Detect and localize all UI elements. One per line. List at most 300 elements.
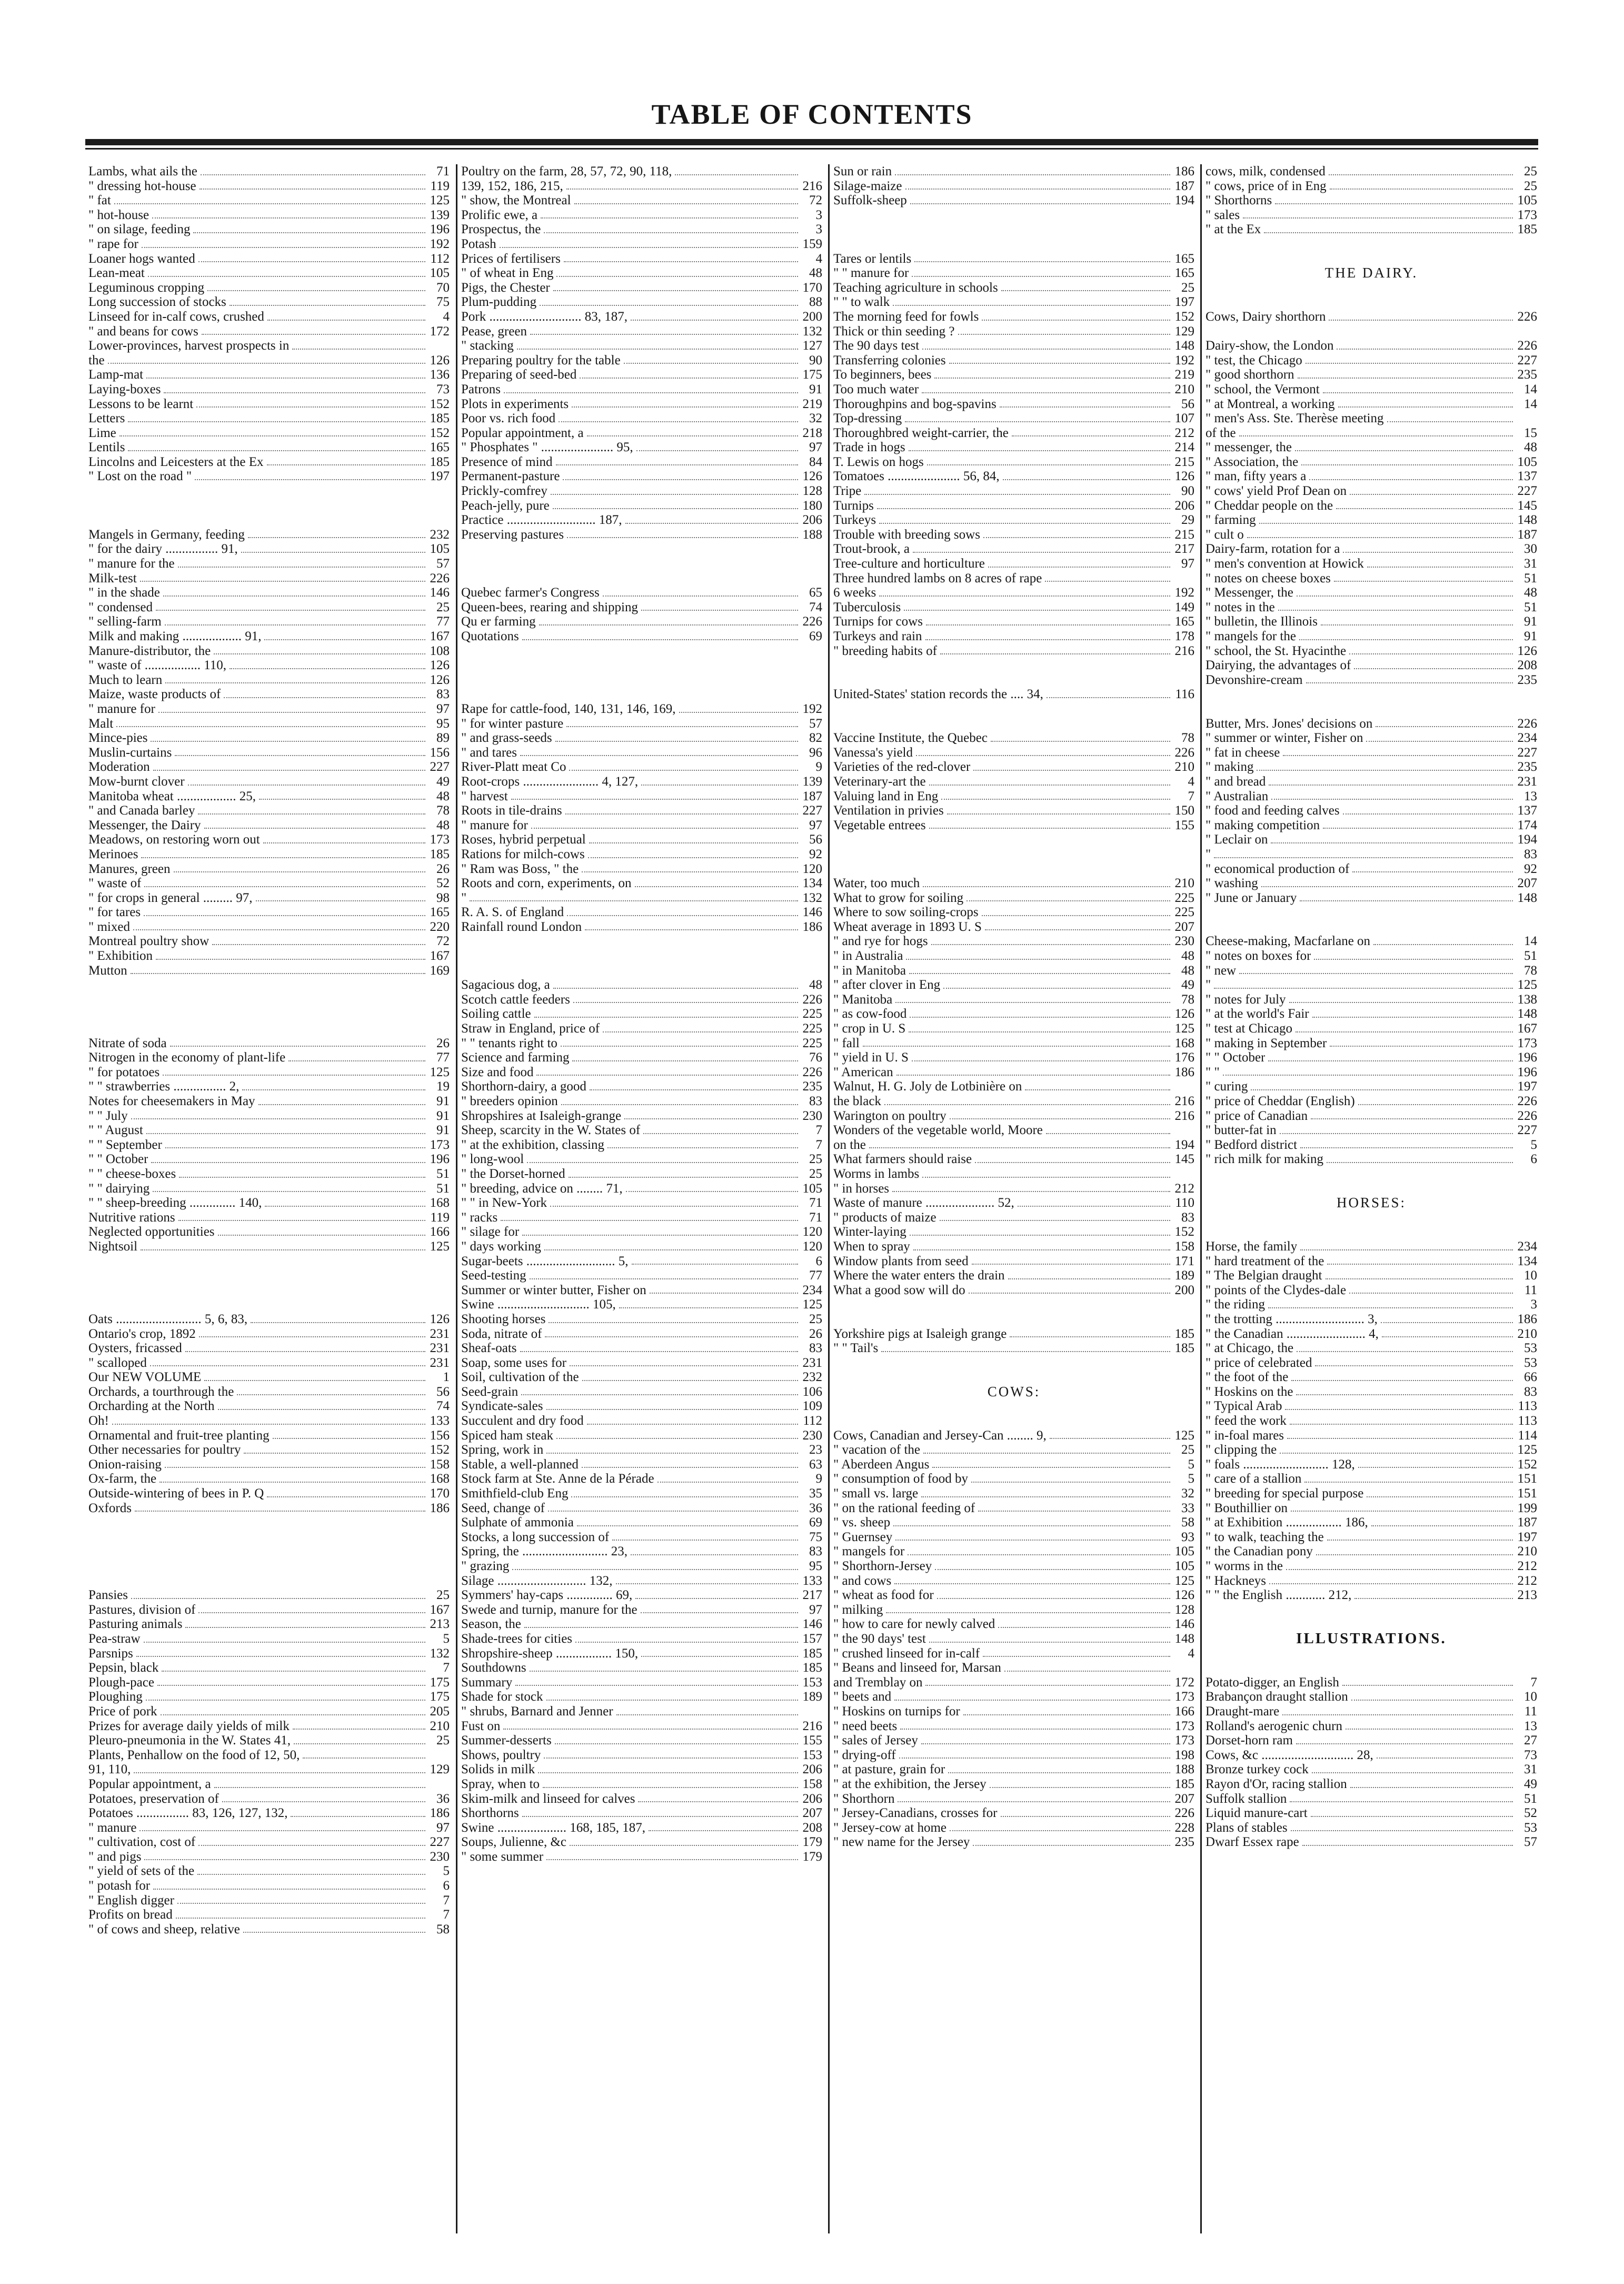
dot-leader [244,1453,425,1454]
entry-topic: " at Montreal, a working [1205,396,1335,411]
entry-page-number: 175 [802,368,822,382]
entry-topic: Rainfall round London [461,919,582,934]
index-entry [88,411,450,426]
entry-page-number: 25 [1524,178,1537,193]
index-entry [461,1530,822,1545]
dot-leader [114,203,425,204]
entry-topic: Turnips [833,498,874,513]
dot-leader [188,784,425,786]
index-entry [1205,353,1537,368]
index-entry [461,774,822,789]
index-entry [461,1414,822,1428]
spacer [1205,1167,1537,1181]
dot-leader [893,1525,1170,1526]
entry-page-number: 105 [802,1181,822,1196]
dot-leader [587,435,798,436]
entry-page-number: 185 [430,411,450,426]
entry-page-number: 225 [802,1021,822,1036]
entry-topic: " mangels for the [1205,629,1296,643]
entry-page-number: 32 [1181,1486,1194,1501]
dot-leader [218,1235,425,1236]
entry-topic: " washing [1205,876,1258,891]
index-entry [461,281,822,295]
entry-topic: " after clover in Eng [833,978,941,992]
index-entry [88,1792,450,1806]
entry-page-number: 234 [802,1283,822,1297]
index-entry [461,295,822,310]
index-entry [833,1225,1194,1239]
index-entry [88,266,450,281]
entry-topic: " milking [833,1602,883,1617]
dot-leader [587,1424,798,1425]
index-entry [461,978,822,992]
entry-topic: What to grow for soiling [833,890,964,905]
entry-topic: When to spray [833,1239,910,1254]
dot-leader [1300,1249,1513,1250]
entry-topic: The morning feed for fowls [833,309,979,324]
entry-topic: T. Lewis on hogs [833,454,924,469]
entry-page-number: 228 [1174,1820,1194,1835]
dot-leader [929,784,1170,786]
index-entry [461,528,822,542]
dot-leader [641,1612,798,1613]
entry-topic: Sheep, scarcity in the W. States of [461,1123,641,1138]
index-entry [833,1210,1194,1225]
entry-topic: " Messenger, the [1205,585,1293,600]
entry-topic: Practice ........................... 187, [461,513,622,528]
entry-topic: Lambs, what ails the [88,164,197,178]
index-entry [461,237,822,252]
entry-topic: " beets and [833,1690,892,1704]
entry-page-number: 227 [1517,745,1537,760]
entry-topic: " Beans and linseed for, Marsan [833,1661,1001,1675]
dot-leader [1004,1671,1170,1672]
dot-leader [925,1685,1170,1686]
entry-topic: Southdowns [461,1661,526,1675]
entry-page-number: 6 [443,1879,450,1893]
index-entry [1205,528,1537,542]
spacer [833,1297,1194,1312]
entry-topic: Winter-laying [833,1225,906,1239]
entry-topic: Quotations [461,629,519,643]
index-entry [833,1544,1194,1559]
entry-topic: The 90 days test [833,339,920,353]
entry-topic: " Phosphates " ...................... 95, [461,440,633,455]
index-entry [1205,1544,1537,1559]
spacer [1205,1661,1537,1675]
entry-topic: Leguminous cropping [88,280,205,295]
dot-leader [1330,1046,1513,1047]
index-entry [461,629,822,644]
entry-topic: " [461,890,467,905]
dot-leader [503,1729,798,1730]
entry-page-number: 78 [436,803,450,818]
spacer [1205,281,1537,295]
dot-leader [176,1918,425,1919]
dot-leader [650,1293,798,1294]
entry-topic: River-Platt meat Co [461,760,566,774]
index-entry [1205,368,1537,382]
entry-topic: " " the English ............ 212, [1205,1588,1352,1603]
entry-topic: " making in September [1205,1036,1327,1050]
index-entry [1205,1486,1537,1501]
index-entry [461,1443,822,1457]
entry-topic: " the Canadian pony [1205,1544,1313,1559]
dot-leader [144,886,425,887]
index-entry [88,1210,450,1225]
entry-page-number: 119 [430,1210,450,1225]
entry-page-number: 216 [1174,1108,1194,1123]
dot-leader [922,1177,1170,1178]
dot-leader [1046,1133,1170,1134]
entry-topic: Oysters, fricassed [88,1341,182,1356]
entry-topic: Turkeys and rain [833,629,922,643]
entry-page-number: 235 [1517,760,1537,774]
entry-page-number: 226 [1517,309,1537,324]
entry-topic: " making competition [1205,818,1320,832]
dot-leader [582,1380,798,1381]
entry-topic: Warington on poultry [833,1108,946,1123]
dot-leader [258,1104,425,1105]
dot-leader [910,1017,1170,1018]
entry-page-number: 97 [809,1602,822,1617]
dot-leader [230,668,425,669]
index-entry [461,1486,822,1501]
index-entry [88,222,450,237]
dot-leader [975,1162,1170,1163]
dot-leader [638,1801,798,1802]
entry-topic: Shorthorns [461,1806,519,1821]
entry-page-number: 206 [802,1791,822,1806]
entry-page-number: 220 [430,919,450,934]
entry-page-number: 226 [430,571,450,585]
index-entry [833,1196,1194,1210]
dot-leader [1334,581,1513,582]
entry-topic: " manure [88,1820,137,1835]
dot-leader [293,1729,425,1730]
entry-page-number: 77 [436,614,450,629]
dot-leader [151,741,425,742]
entry-page-number: 188 [1174,1762,1194,1777]
index-entry [1205,847,1537,862]
entry-topic: Soups, Julienne, &c [461,1835,566,1850]
entry-topic: Fust on [461,1719,501,1733]
dot-leader [536,1075,798,1076]
index-entry [88,658,450,673]
entry-page-number: 231 [430,1355,450,1370]
index-entry [1205,1050,1537,1065]
dot-leader [863,1046,1170,1047]
entry-page-number: 230 [1174,934,1194,949]
dot-leader [1302,1845,1513,1846]
index-entry [88,368,450,382]
dot-leader [570,1845,798,1846]
entry-topic: " waste of [88,876,142,891]
entry-topic: Size and food [461,1065,534,1079]
entry-topic: Trade in hogs [833,440,905,455]
dot-leader [294,1743,425,1744]
entry-page-number: 129 [1174,324,1194,339]
entry-topic: Where the water enters the drain [833,1268,1005,1283]
dot-leader [1311,1816,1513,1817]
dot-leader [904,610,1170,611]
dot-leader [530,334,798,335]
dot-leader [146,378,425,379]
dot-leader [1326,1278,1513,1279]
index-entry [461,324,822,339]
index-entry [1205,164,1537,179]
entry-topic: " the foot of the [1205,1370,1289,1385]
entry-page-number: 170 [430,1486,450,1501]
entry-topic: Mangels in Germany, feeding [88,527,245,542]
entry-page-number: 52 [436,876,450,891]
entry-page-number: 76 [809,1050,822,1065]
index-entry [461,1762,822,1777]
dot-leader [1214,857,1513,858]
dot-leader [969,1293,1170,1294]
index-entry [833,1515,1194,1530]
entry-topic: Cheese-making, Macfarlane on [1205,934,1371,949]
dot-leader [921,1743,1170,1744]
entry-topic: " as cow-food [833,1007,907,1021]
entry-page-number: 231 [430,1341,450,1356]
dot-leader [1296,1394,1513,1395]
index-entry [833,687,1194,702]
entry-page-number: 207 [802,1806,822,1821]
dot-leader [616,1583,799,1584]
index-entry [88,1893,450,1908]
dot-leader [1315,1365,1513,1366]
entry-topic: " racks [461,1210,498,1225]
index-entry [1205,1472,1537,1486]
dot-leader [1280,1453,1513,1454]
entry-topic: Tuberculosis [833,600,901,614]
entry-page-number: 185 [1174,1776,1194,1791]
index-entry [833,629,1194,644]
entry-page-number: 97 [436,701,450,716]
entry-page-number: 196 [430,222,450,237]
index-entry [1205,1515,1537,1530]
index-entry [1205,571,1537,586]
dot-leader [879,595,1170,597]
entry-topic: Root-crops ....................... 4, 127, [461,774,639,789]
index-entry [1205,1094,1537,1109]
index-entry [88,1733,450,1748]
entry-page-number: 1 [443,1370,450,1385]
entry-page-number: 226 [1174,745,1194,760]
dot-leader [947,813,1170,815]
entry-topic: Spiced ham steak [461,1428,553,1443]
dot-leader [1316,1554,1513,1555]
dot-leader [546,1859,798,1860]
entry-topic: " yield in U. S [833,1050,909,1065]
entry-page-number: 192 [1174,585,1194,600]
entry-topic: Ontario's crop, 1892 [88,1326,196,1341]
index-entry [1205,222,1537,237]
dot-leader [649,1830,798,1831]
index-entry [833,1806,1194,1821]
entry-topic: Varieties of the red-clover [833,760,971,774]
entry-page-number: 11 [1524,1704,1537,1719]
dot-leader [937,1598,1170,1599]
dot-leader [1358,1467,1513,1468]
index-entry [1205,964,1537,978]
entry-topic: Devonshire-cream [1205,672,1303,687]
dot-leader [978,1511,1170,1512]
index-entry [461,803,822,818]
entry-topic: Butter, Mrs. Jones' decisions on [1205,716,1373,731]
index-entry [88,237,450,252]
index-entry [88,760,450,774]
entry-topic: Price of pork [88,1704,157,1719]
entry-topic: Profits on bread [88,1908,173,1922]
index-entry [461,1138,822,1153]
index-entry [833,789,1194,804]
dot-leader [185,1627,425,1628]
entry-topic: " " manure for [833,266,909,281]
entry-topic: " " in New-York [461,1196,547,1210]
title-rule-thin [85,148,1538,150]
entry-topic: Notes for cheesemakers in May [88,1094,255,1108]
entry-page-number: 225 [802,1036,822,1050]
index-entry [461,1690,822,1704]
index-entry [88,397,450,412]
dot-leader [603,595,798,597]
dot-leader [892,1191,1170,1192]
entry-page-number: 152 [430,1443,450,1457]
index-entry [833,905,1194,920]
index-entry [833,571,1194,586]
entry-page-number: 197 [430,469,450,484]
dot-leader [543,1787,798,1788]
entry-page-number: 133 [430,1414,450,1428]
index-entry [88,542,450,557]
entry-topic: Sulphate of ammonia [461,1515,574,1530]
dot-leader [504,392,798,393]
entry-page-number: 225 [802,1007,822,1021]
entry-page-number: 53 [1524,1820,1537,1835]
dot-leader [1301,464,1513,465]
dot-leader [170,1046,425,1047]
dot-leader [641,784,798,786]
index-entry [88,614,450,629]
entry-topic: " Hoskins on turnips for [833,1704,960,1719]
entry-page-number: 226 [802,614,822,629]
entry-topic: Pleuro-pneumonia in the W. States 41, [88,1733,291,1748]
entry-topic: Stock farm at Ste. Anne de la Pérade [461,1472,654,1486]
dot-leader [577,1525,798,1526]
entry-topic: " silage for [461,1225,520,1239]
dot-leader [531,828,798,829]
dot-leader [1336,508,1513,509]
index-entry [461,1268,822,1283]
entry-topic: Onion-raising [88,1457,162,1472]
entry-topic: " hot-house [88,207,150,222]
index-entry [1205,760,1537,774]
entry-page-number: 185 [1517,222,1537,237]
index-entry [88,891,450,906]
index-entry [833,1603,1194,1617]
entry-topic: " breeding for special purpose [1205,1486,1364,1501]
entry-topic: 91, 110, [88,1762,131,1777]
entry-page-number: 125 [1517,1443,1537,1457]
entry-page-number: 116 [1175,687,1194,702]
entry-topic: Summer-desserts [461,1733,552,1748]
dot-leader [556,276,798,277]
dot-leader [1291,1830,1513,1831]
spacer [1205,295,1537,310]
entry-topic: " for crops in general ......... 97, [88,890,253,905]
entry-page-number: 148 [1517,890,1537,905]
index-entry [461,920,822,935]
entry-page-number: 155 [802,1733,822,1748]
spacer [833,1356,1194,1371]
index-entry [1205,876,1537,891]
entry-page-number: 213 [430,1617,450,1632]
entry-topic: " Exhibition [88,949,153,964]
entry-topic: Lamp-mat [88,368,144,382]
entry-page-number: 179 [802,1849,822,1864]
entry-page-number: 53 [1524,1341,1537,1356]
entry-page-number: 231 [430,1326,450,1341]
dot-leader [1387,421,1513,422]
index-entry [88,1617,450,1632]
entry-topic: Prizes for average daily yields of milk [88,1719,290,1733]
index-entry [833,440,1194,455]
entry-topic: " man, fifty years a [1205,469,1307,484]
index-entry [833,1530,1194,1545]
entry-topic: " manure for [88,701,155,716]
index-entry [88,920,450,935]
index-entry [88,731,450,746]
dot-leader [982,320,1170,321]
index-entry [1205,1283,1537,1298]
contents-column-2 [461,164,822,2233]
dot-leader [146,1133,425,1134]
index-entry [461,1341,822,1356]
entry-page-number: 139 [802,774,822,789]
entry-page-number: 13 [1524,789,1537,803]
index-entry [833,1152,1194,1167]
entry-page-number: 216 [802,1719,822,1733]
dot-leader [549,1322,798,1323]
index-entry [833,1574,1194,1588]
entry-topic: Roses, hybrid perpetual [461,832,586,847]
index-entry [461,1225,822,1239]
dot-leader [178,567,425,568]
index-entry [1205,1704,1537,1719]
index-entry [833,1050,1194,1065]
entry-topic: Tares or lentils [833,251,912,266]
entry-page-number: 90 [1181,484,1194,499]
entry-page-number: 11 [1524,1283,1537,1297]
entry-topic: Vegetable entrees [833,818,926,832]
entry-page-number: 36 [809,1501,822,1515]
entry-page-number: 26 [436,861,450,876]
index-entry [1205,1370,1537,1385]
entry-topic: Spring, work in [461,1443,544,1457]
entry-topic: " manure for [461,818,528,832]
dot-leader [626,1191,798,1192]
index-entry [88,600,450,615]
dot-leader [1239,973,1513,974]
entry-topic: " and Canada barley [88,803,195,818]
entry-topic: Rape for cattle-food, 140, 131, 146, 169, [461,701,676,716]
dot-leader [1299,639,1513,640]
dot-leader [1050,1438,1170,1439]
dot-leader [877,508,1170,509]
index-entry [88,1704,450,1719]
